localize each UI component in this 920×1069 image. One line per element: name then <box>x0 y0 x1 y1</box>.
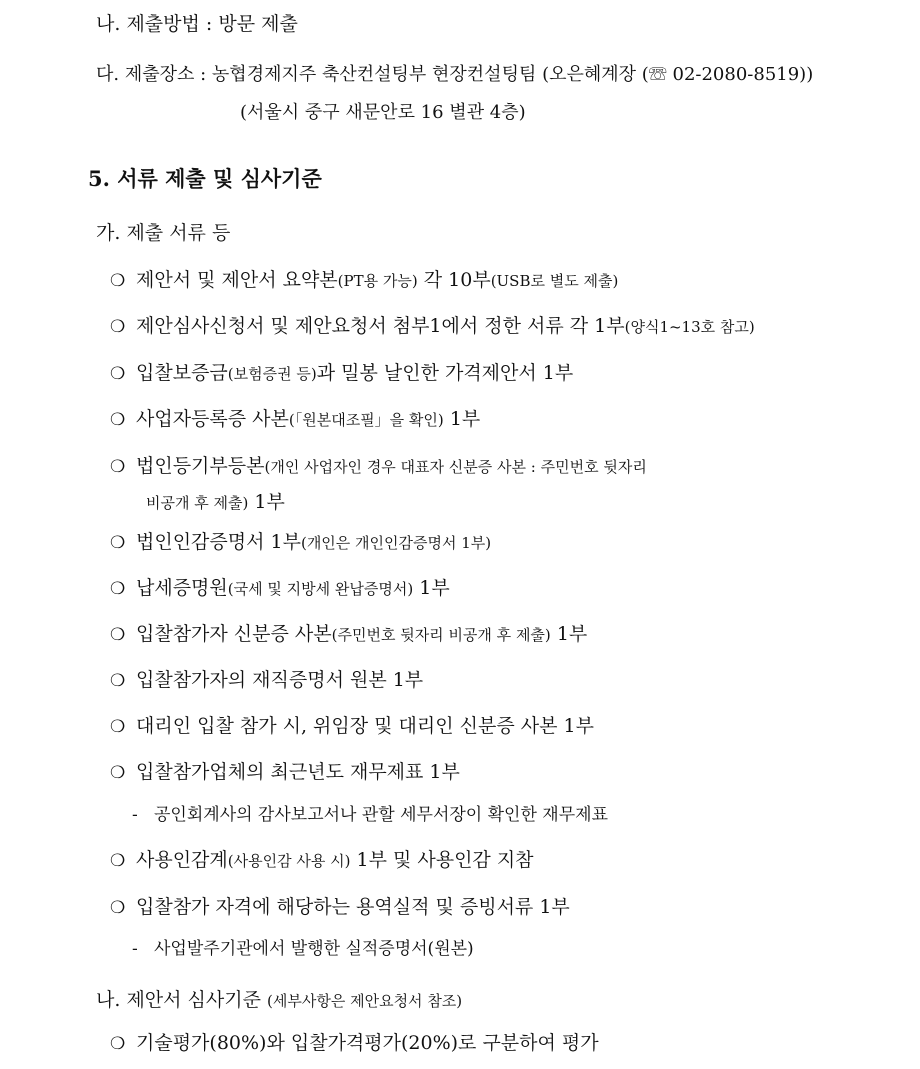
submission-place-text: 제출장소 : 농협경제지주 축산컨설팅부 현장컨설팅팀 (오은혜계장 (☏ 02-2080-8519)) <box>124 64 814 85</box>
bullet-icon: ❍ <box>110 533 126 553</box>
list-item <box>110 361 573 386</box>
bullet-icon: ❍ <box>110 364 126 384</box>
item-tail: 1부 <box>443 408 481 430</box>
submission-place-marker: 다. <box>96 64 120 85</box>
item-note: (보험증권 등) <box>227 365 317 383</box>
item-note: (국세 및 지방세 완납증명서) <box>227 580 414 598</box>
list-item <box>110 760 460 785</box>
documents-heading <box>96 221 230 245</box>
bullet-icon: ❍ <box>110 763 126 783</box>
item-note: (「원본대조필」을 확인) <box>288 411 444 429</box>
item-sub: 사업발주기관에서 발행한 실적증명서(원본) <box>154 939 474 959</box>
list-item <box>110 268 618 293</box>
item-sub: 공인회계사의 감사보고서나 관할 세무서장이 확인한 재무제표 <box>154 805 608 825</box>
item-main: 제안심사신청서 및 제안요청서 첨부1에서 정한 서류 각 1부 <box>136 315 625 337</box>
bullet-icon: ❍ <box>110 898 126 918</box>
item-note: (PT용 가능) <box>337 272 418 290</box>
criteria-title: 제안서 심사기준 <box>126 989 261 1011</box>
bullet-icon: ❍ <box>110 671 126 691</box>
dash-icon: - <box>132 939 138 959</box>
bullet-icon: ❍ <box>110 579 126 599</box>
documents-marker: 가. <box>96 222 121 244</box>
item-tail: 1부 <box>413 577 450 599</box>
bullet-icon: ❍ <box>110 457 126 477</box>
bullet-icon: ❍ <box>110 851 126 871</box>
item-note: 비공개 후 제출) <box>146 494 249 512</box>
item-note: (개인 사업자인 경우 대표자 신분증 사본 : 주민번호 뒷자리 <box>264 458 647 476</box>
documents-title: 제출 서류 등 <box>126 222 231 244</box>
bullet-icon: ❍ <box>110 1034 126 1054</box>
list-item <box>110 314 755 339</box>
item-tail: 1부 <box>550 623 588 645</box>
list-item <box>110 576 450 601</box>
item-main: 대리인 입찰 참가 시, 위임장 및 대리인 신분증 사본 1부 <box>136 715 594 737</box>
dash-icon: - <box>132 805 138 825</box>
criteria-heading <box>96 988 462 1013</box>
item-main: 입찰참가자 신분증 사본 <box>136 623 332 645</box>
item-tail: 과 밀봉 날인한 가격제안서 1부 <box>316 362 574 384</box>
submission-method <box>96 12 298 36</box>
item-tail: 1부 및 사용인감 지참 <box>350 849 534 871</box>
item-main: 사용인감계 <box>136 849 228 871</box>
item-note: (사용인감 사용 시) <box>227 852 351 870</box>
submission-place <box>96 63 813 87</box>
item-main: 제안서 및 제안서 요약본 <box>136 269 338 291</box>
item-tail: 1부 <box>248 491 285 513</box>
item-note: (주민번호 뒷자리 비공개 후 제출) <box>331 626 551 644</box>
item-main: 법인인감증명서 1부 <box>136 531 301 553</box>
list-item <box>110 848 534 873</box>
list-sub-item <box>132 803 608 827</box>
criteria-marker: 나. <box>96 989 121 1011</box>
bullet-icon: ❍ <box>110 625 126 645</box>
list-sub-item <box>132 937 474 961</box>
bullet-icon: ❍ <box>110 410 126 430</box>
bullet-icon: ❍ <box>110 271 126 291</box>
item-main: 기술평가(80%)와 입찰가격평가(20%)로 구분하여 평가 <box>136 1032 599 1054</box>
item-main: 법인등기부등본 <box>136 455 265 477</box>
item-note: (개인은 개인인감증명서 1부) <box>300 534 492 552</box>
item-main: 납세증명원 <box>136 577 228 599</box>
bullet-icon: ❍ <box>110 317 126 337</box>
list-item <box>110 1031 599 1056</box>
item-main: 입찰참가자의 재직증명서 원본 1부 <box>136 669 424 691</box>
submission-method-text: 제출방법 : 방문 제출 <box>126 13 298 35</box>
item-note: (USB로 별도 제출) <box>490 272 619 290</box>
bullet-icon: ❍ <box>110 717 126 737</box>
section-title: 5. 서류 제출 및 심사기준 <box>88 166 322 191</box>
list-item <box>110 407 480 432</box>
list-item <box>110 530 491 555</box>
list-item <box>110 622 587 647</box>
list-item <box>110 668 423 693</box>
item-main: 입찰참가업체의 최근년도 재무제표 1부 <box>136 761 460 783</box>
item-main: 사업자등록증 사본 <box>136 408 289 430</box>
item-tail: 각 10부 <box>417 269 491 291</box>
list-item <box>110 454 647 479</box>
item-main: 입찰보증금 <box>136 362 228 384</box>
list-item <box>110 714 594 739</box>
criteria-note: (세부사항은 제안요청서 참조) <box>267 992 463 1010</box>
list-item-continuation <box>146 490 285 515</box>
item-main: 입찰참가 자격에 해당하는 용역실적 및 증빙서류 1부 <box>136 896 570 918</box>
submission-method-marker: 나. <box>96 13 121 35</box>
list-item <box>110 895 570 920</box>
item-note: (양식1~13호 참고) <box>624 318 755 336</box>
submission-address: (서울시 중구 새문안로 16 별관 4층) <box>240 102 526 123</box>
